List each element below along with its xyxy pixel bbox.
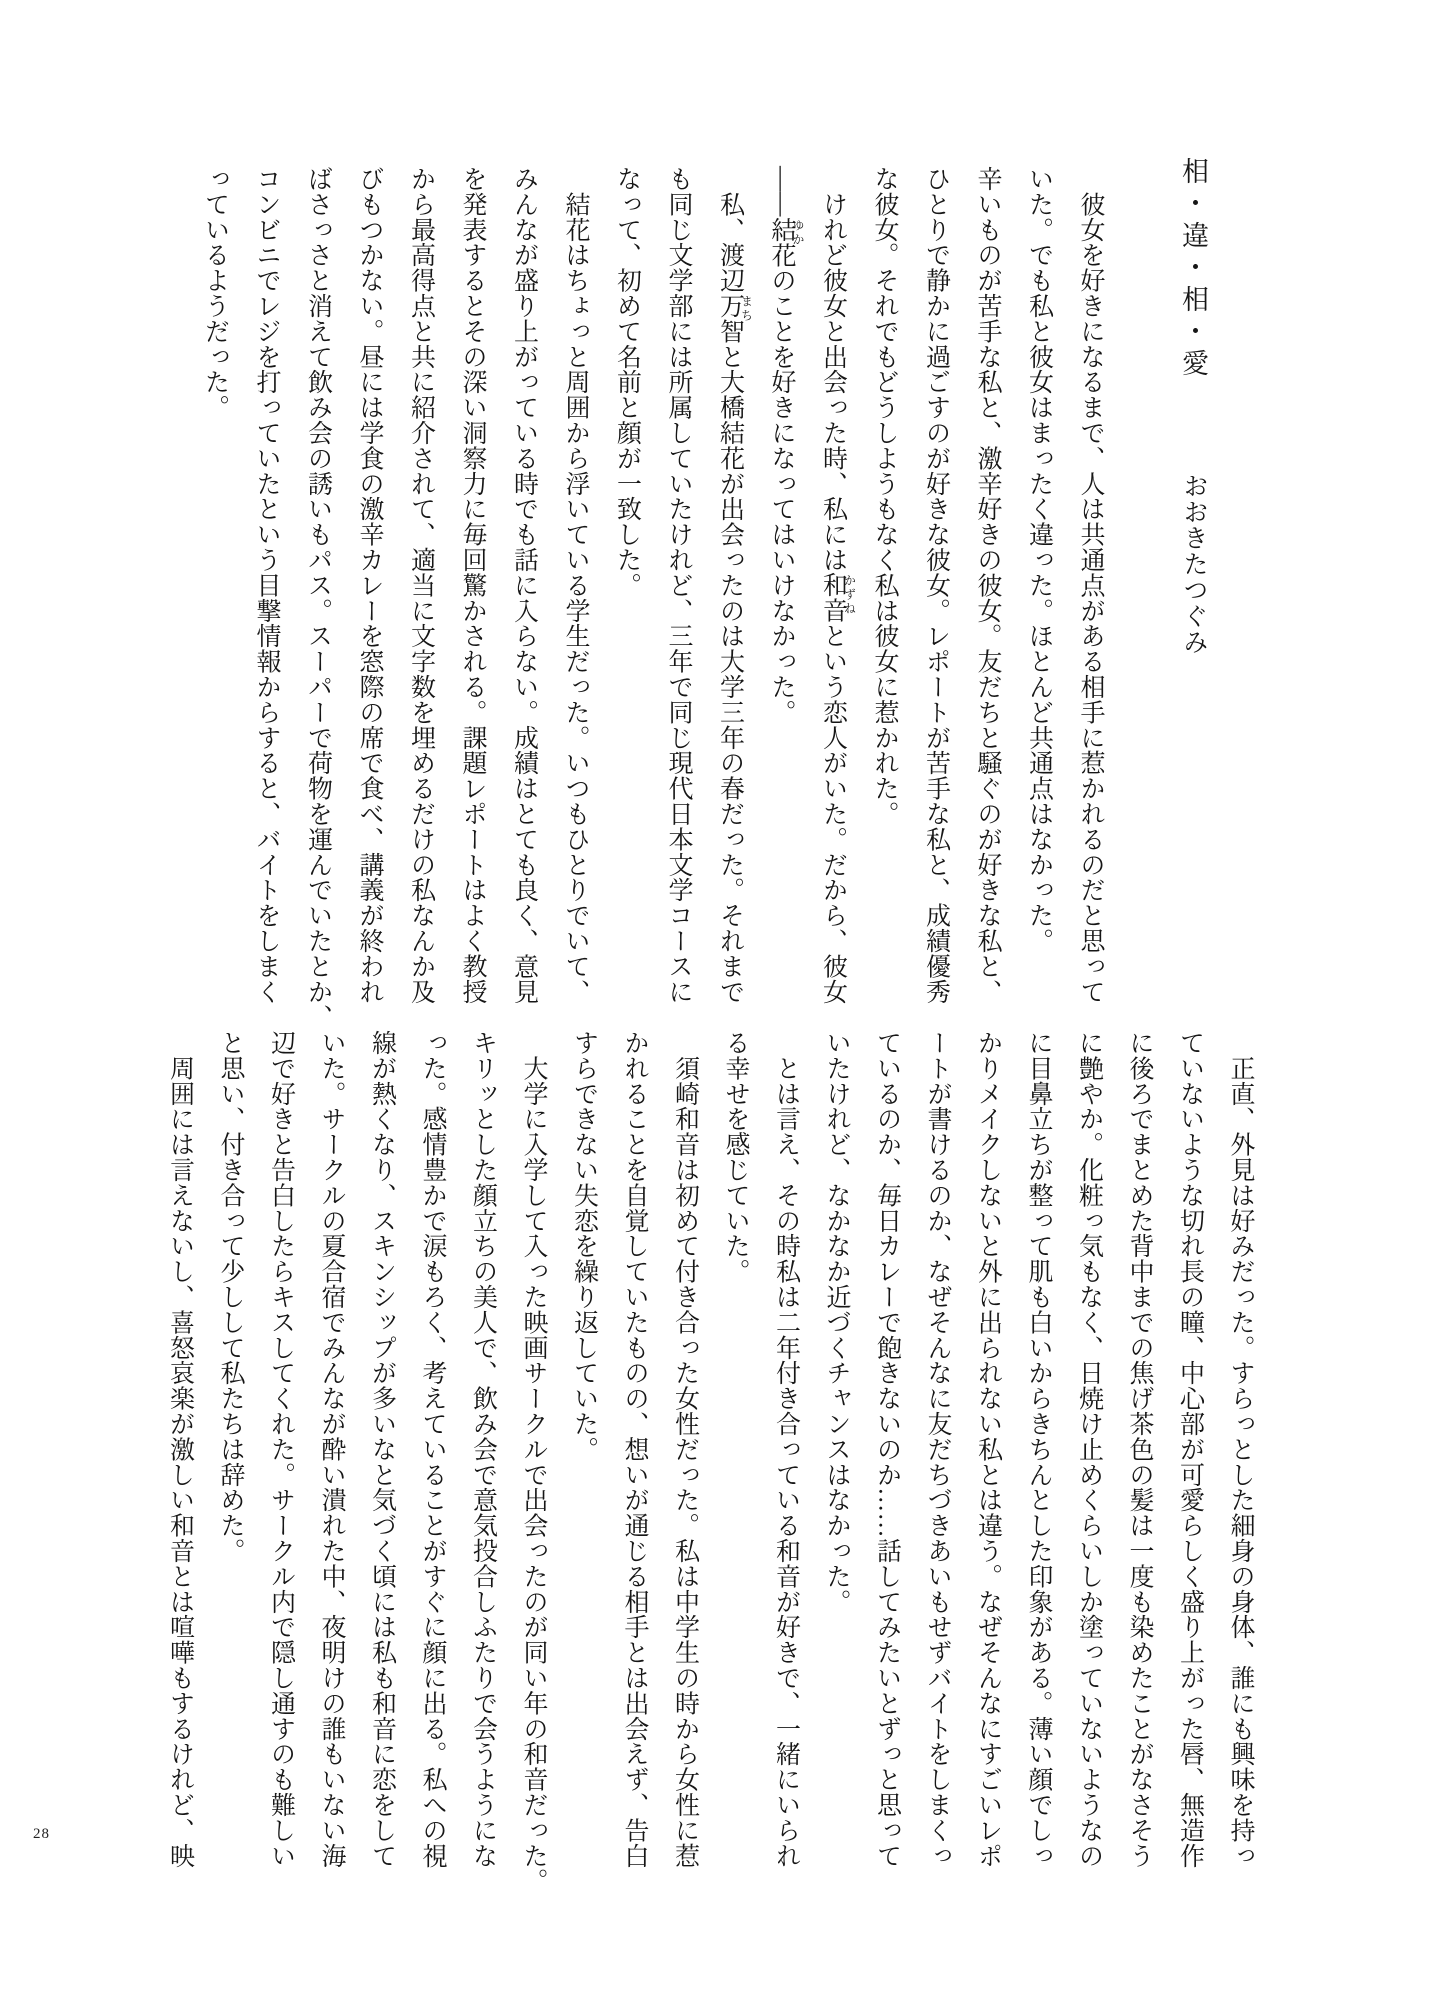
story-top-section bbox=[189, 166, 1116, 1030]
page-number: 28 bbox=[33, 1826, 50, 1842]
text-column: いたけれど、なかなか近づくチャンスはなかった。 bbox=[823, 1030, 850, 1615]
text-column: かれることを自覚していたものの、想いが通じる相手とは出会えず、告白 bbox=[621, 1030, 648, 1869]
text-column: 辺で好きと告白したらキスしてくれた。サークル内で隠し通すのも難しい bbox=[267, 1030, 295, 1869]
text-column: から最高得点と共に紹介されて、適当に文字数を埋めるだけの私なんか及 bbox=[407, 166, 435, 1005]
text-column: る幸せを感じていた。 bbox=[722, 1030, 749, 1284]
title-column bbox=[1176, 157, 1210, 1017]
text-column: なって、初めて名前と顔が一致した。 bbox=[613, 166, 641, 598]
text-column: った。感情豊かで涙もろく、考えていることがすぐに顔に出る。私への視 bbox=[419, 1030, 446, 1869]
furigana: ゆか bbox=[791, 218, 805, 247]
text-column: 線が熱くなり、スキンシップが多いなと気づく頃には私も和音に恋をして bbox=[368, 1030, 396, 1869]
text-column: 周囲には言えないし、喜怒哀楽が激しい和音とは喧嘩もするけれど、映 bbox=[166, 1030, 194, 1869]
text-column: を発表するとその深い洞察力に毎回驚かされる。課題レポートはよく教授 bbox=[459, 166, 486, 1005]
ruby-annotated-text: 和音 かずね bbox=[819, 572, 857, 624]
text-column: すらできない失恋を繰り返していた。 bbox=[570, 1030, 598, 1462]
text-column: も同じ文学部には所属していたけれど、三年で同じ現代日本文学コースに bbox=[665, 166, 692, 1005]
story-author: おおきたつぐみ bbox=[1180, 473, 1207, 655]
text-column: 結花はちょっと周囲から浮いている学生だった。いつもひとりでいて、 bbox=[562, 166, 589, 1005]
ruby-annotated-text: 結花 ゆか bbox=[768, 216, 805, 268]
text-column: な彼女。それでもどうしようもなく私は彼女に惹かれた。 bbox=[871, 166, 898, 827]
text-column: に艶やか。化粧っ気もなく、日焼け止めくらいしか塗っていないようなの bbox=[1075, 1030, 1103, 1869]
text-column: びもつかない。昼には学食の激辛カレーを窓際の席で食べ、講義が終われ bbox=[356, 166, 383, 1005]
text-column: ひとりで静かに過ごすのが好きな彼女。レポートが苦手な私と、成績優秀 bbox=[922, 166, 950, 1005]
furigana: まち bbox=[739, 295, 754, 323]
text-column: けれど彼女と出会った時、私には和音 かずね という恋人がいた。だから、彼女 bbox=[819, 166, 857, 1005]
text-column: 大学に入学して入った映画サークルで出会ったのが同い年の和音だった。 bbox=[520, 1030, 547, 1894]
text-column: ているのか、毎日カレーで飽きないのか……話してみたいとずっと思って bbox=[873, 1030, 901, 1869]
text-column: 辛いものが苦手な私と、激辛好きの彼女。友だちと騒ぐのが好きな私と、 bbox=[974, 166, 1001, 1005]
story-title: 相・違・相・愛 bbox=[1178, 157, 1208, 381]
text-column: いた。でも私と彼女はまったく違った。ほとんど共通点はなかった。 bbox=[1025, 166, 1053, 954]
text-column: いた。サークルの夏合宿でみんなが酔い潰れた中、夜明けの誰もいない海 bbox=[318, 1030, 345, 1869]
text-column: ばさっさと消えて飲み会の誘いもパス。スーパーで荷物を運んでいたとか、 bbox=[304, 166, 332, 1030]
text-column: 彼女を好きになるまで、人は共通点がある相手に惹かれるのだと思って bbox=[1077, 166, 1104, 1005]
text-column: かりメイクしないと外に出られない私とは違う。なぜそんなにすごいレポ bbox=[974, 1030, 1002, 1869]
text-column: みんなが盛り上がっている時でも話に入らない。成績はとても良く、意見 bbox=[510, 166, 538, 1005]
text-column: と思い、付き合って少しして私たちは辞めた。 bbox=[217, 1030, 244, 1564]
text-column: ていないような切れ長の瞳、中心部が可愛らしく盛り上がった唇、無造作 bbox=[1176, 1030, 1204, 1869]
text-column: ――結花 ゆか のことを好きになってはいけなかった。 bbox=[768, 166, 805, 725]
text-column: 私、渡辺万智 まち と大橋結花が出会ったのは大学三年の春だった。それまで bbox=[716, 166, 754, 1005]
text-column: っているようだった。 bbox=[201, 166, 229, 420]
text-column: コンビニでレジを打っていたという目撃情報からすると、バイトをしまく bbox=[253, 166, 280, 1005]
text-column: とは言え、その時私は二年付き合っている和音が好きで、一緒にいられ bbox=[772, 1030, 800, 1869]
ruby-annotated-text: 万智 まち bbox=[716, 293, 754, 344]
text-column: に後ろでまとめた背中までの焦げ茶色の髪は一度も染めたことがなさそう bbox=[1126, 1030, 1153, 1869]
story-bottom-section bbox=[154, 1030, 1265, 1894]
text-column: に目鼻立ちが整って肌も白いからきちんとした印象がある。薄い顔でしっ bbox=[1025, 1030, 1052, 1869]
text-column: ートが書けるのか、なぜそんなに友だちづきあいもせずバイトをしまくっ bbox=[924, 1030, 951, 1869]
text-column: キリッとした顔立ちの美人で、飲み会で意気投合しふたりで会うようにな bbox=[469, 1030, 497, 1869]
text-column: 須崎和音は初めて付き合った女性だった。私は中学生の時から女性に惹 bbox=[671, 1030, 699, 1869]
text-column: 正直、外見は好みだった。すらっとした細身の身体、誰にも興味を持っ bbox=[1227, 1030, 1254, 1869]
furigana: かずね bbox=[842, 574, 857, 617]
